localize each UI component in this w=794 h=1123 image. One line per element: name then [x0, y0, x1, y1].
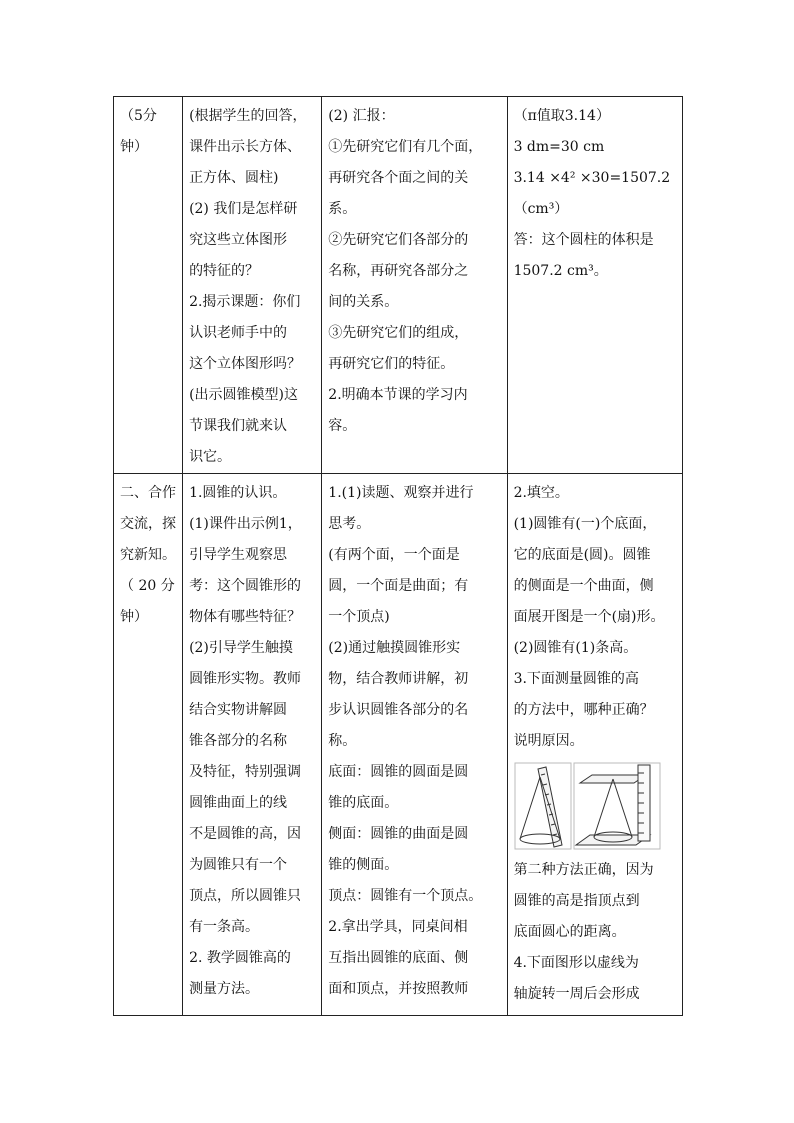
text-line: 2.明确本节课的学习内: [328, 387, 468, 403]
text-line: 系。: [328, 201, 357, 217]
text-line: (1)课件出示例1，: [189, 516, 302, 532]
text-line: 2.拿出学具，同桌间相: [328, 919, 468, 935]
method-one-figure: [515, 763, 571, 849]
cone-edge: [520, 777, 540, 839]
text-line: 步认识圆锥各部分的名: [328, 702, 469, 718]
table-row: [114, 97, 683, 474]
text-line: 2. 教学圆锥高的: [189, 950, 291, 966]
teacher-activity-cell: [183, 474, 322, 1016]
text-line: 为圆锥只有一个: [189, 857, 288, 873]
text-line: 课件出示长方体、: [189, 139, 302, 155]
text-line: 锥的侧面。: [328, 857, 399, 873]
text-line: 钟）: [120, 609, 148, 625]
text-line: 不是圆锥的高，因: [189, 826, 302, 842]
text-line: 容。: [328, 418, 357, 434]
text-line: (出示圆锥模型)这: [189, 387, 298, 403]
text-line: 锥的底面。: [328, 795, 399, 811]
text-line: 节课我们就来认: [189, 418, 288, 434]
text-line: 第二种方法正确，因为: [513, 862, 654, 878]
text-line: 说明原因。: [513, 733, 584, 749]
text-line: 正方体、圆柱): [189, 170, 279, 186]
text-line: (1)圆锥有(一)个底面，: [513, 516, 657, 532]
stage-text: （5分钟）: [120, 108, 157, 155]
text-line: 一个顶点): [328, 609, 390, 625]
text-line: 二、合作: [120, 485, 176, 501]
text-line: 顶点，所以圆锥只: [189, 888, 302, 904]
text-line: （ 20 分: [120, 578, 175, 594]
text-line: 顶点：圆锥有一个顶点。: [328, 888, 483, 904]
student-activity-cell: [322, 97, 507, 474]
text-line: 3.下面测量圆锥的高: [513, 671, 639, 687]
text-line: 4.下面图形以虚线为: [513, 955, 639, 971]
cone-height-measurement-figure: [514, 761, 662, 853]
text-line: 测量方法。: [189, 981, 260, 997]
text-line: 面展开图是一个(扇)形。: [513, 609, 665, 625]
text-line: 2.揭示课题：你们: [189, 294, 301, 310]
text-line: ①先研究它们有几个面，: [328, 139, 483, 155]
text-line: 它的底面是(圆)。圆锥: [513, 547, 651, 563]
cone-edge: [613, 779, 632, 837]
text-line: (根据学生的回答，: [189, 108, 307, 124]
text-line: (有两个面，一个面是: [328, 547, 460, 563]
text-line: 考：这个圆锥形的: [189, 578, 302, 594]
text-line: ③先研究它们的组成，: [328, 325, 469, 341]
text-line: 引导学生观察思: [189, 547, 288, 563]
text-line: 轴旋转一周后会形成: [513, 986, 640, 1002]
method-two-figure: [574, 763, 660, 849]
text-line: 物，结合教师讲解，初: [328, 671, 469, 687]
text-line: (2) 汇报：: [328, 108, 395, 124]
text-line: 再研究它们的特征。: [328, 356, 455, 372]
text-line: (2)引导学生触摸: [189, 640, 293, 656]
text-line: 的特征的？: [189, 263, 260, 279]
practice-cell: [507, 97, 682, 474]
text-line: 这个立体图形吗？: [189, 356, 302, 372]
text-line: 交流，探: [120, 516, 176, 532]
text-line: 锥各部分的名称: [189, 733, 288, 749]
text-line: (2) 我们是怎样研: [189, 201, 298, 217]
text-line: 侧面：圆锥的曲面是圆: [328, 826, 469, 842]
text-line: 底面：圆锥的圆面是圆: [328, 764, 469, 780]
text-line: 及特征，特别强调: [189, 764, 302, 780]
text-line: 认识老师手中的: [189, 325, 288, 341]
text-line: 名称，再研究各部分之: [328, 263, 469, 279]
text-line: 识它。: [189, 449, 232, 465]
text-line: 1.圆锥的认识。: [189, 485, 287, 501]
lesson-plan-table: [113, 96, 683, 1016]
text-line: (2)通过触摸圆锥形实: [328, 640, 461, 656]
text-line: 底面圆心的距离。: [513, 924, 626, 940]
text-line: 物体有哪些特征？: [189, 609, 302, 625]
table-row: [114, 474, 683, 1016]
text-line: 再研究各个面之间的关: [328, 170, 469, 186]
text-line: 思考。: [328, 516, 371, 532]
text-line: 1507.2 cm³。: [513, 263, 608, 279]
text-line: (2)圆锥有(1)条高。: [513, 640, 638, 656]
teacher-activity-cell: [183, 97, 322, 474]
text-line: 1.(1)读题、观察并进行: [328, 485, 474, 501]
text-line: （cm³）: [513, 201, 569, 217]
text-line: 圆锥的高是指顶点到: [513, 893, 640, 909]
text-line: 3.14 ×4² ×30=1507.2: [513, 170, 671, 186]
text-line: 究新知。: [120, 547, 176, 563]
text-line: 结合实物讲解圆: [189, 702, 288, 718]
text-line: 面和顶点，并按照教师: [328, 981, 469, 997]
stage-cell: [114, 474, 183, 1016]
text-line: 圆，一个面是曲面；有: [328, 578, 469, 594]
student-activity-cell: [322, 474, 507, 1016]
text-line: 称。: [328, 733, 357, 749]
text-line: 间的关系。: [328, 294, 399, 310]
text-line: 的方法中，哪种正确？: [513, 702, 654, 718]
text-line: 互指出圆锥的底面、侧: [328, 950, 469, 966]
text-line: 圆锥曲面上的线: [189, 795, 288, 811]
text-line: 答：这个圆柱的体积是: [513, 232, 654, 248]
stage-cell: [114, 97, 183, 474]
text-line: 圆锥形实物。教师: [189, 671, 302, 687]
cone-edge: [594, 779, 613, 837]
text-line: 有一条高。: [189, 919, 260, 935]
text-line: 3 dm=30 cm: [513, 139, 605, 155]
text-line: 2.填空。: [513, 485, 569, 501]
practice-cell: [507, 474, 682, 1016]
text-line: ②先研究它们各部分的: [328, 232, 469, 248]
text-line: 究这些立体图形: [189, 232, 288, 248]
text-line: 的侧面是一个曲面，侧: [513, 578, 654, 594]
text-line: （π值取3.14）: [513, 108, 610, 124]
